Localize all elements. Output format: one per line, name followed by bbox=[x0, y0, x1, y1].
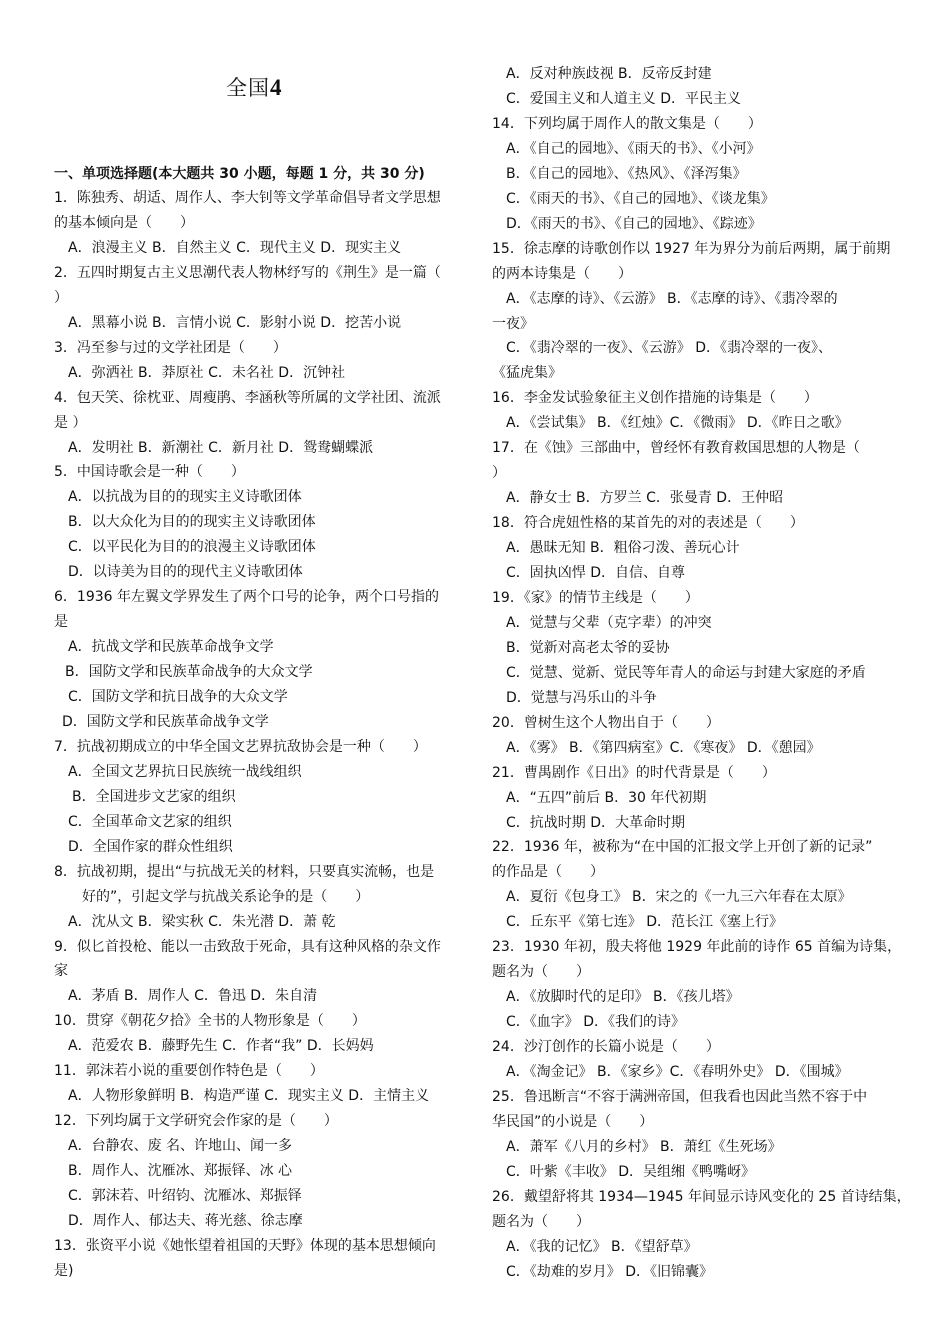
question-line: 是 ） bbox=[54, 414, 87, 431]
answer-option-line: A．萧军《八月的乡村》 B．萧红《生死场》 bbox=[506, 1138, 782, 1155]
answer-option-line: C．觉慧、觉新、觉民等年青人的命运与封建大家庭的矛盾 bbox=[506, 664, 866, 681]
answer-option-line: A．《尝试集》 B．《红烛》C．《微雨》 D．《昨日之歌》 bbox=[506, 415, 849, 432]
title-prefix: 全国 bbox=[226, 76, 270, 100]
question-line: 9．似匕首投枪、能以一击致敌于死命，具有这种风格的杂文作 bbox=[54, 938, 441, 955]
question-line: 8．抗战初期，提出“与抗战无关的材料，只要真实流畅，也是 bbox=[54, 863, 435, 880]
question-line: 14．下列均属于周作人的散文集是（ ） bbox=[492, 115, 762, 132]
question-line: ） bbox=[54, 289, 68, 306]
answer-option-line: C．丘东平《第七连》 D．范长江《塞上行》 bbox=[506, 914, 784, 931]
question-line: 24．沙汀创作的长篇小说是（ ） bbox=[492, 1039, 720, 1056]
question-line: 19．《家》的情节主线是（ ） bbox=[492, 589, 699, 606]
question-line: 4．包天笑、徐枕亚、周瘦鹃、李涵秋等所属的文学社团、流派 bbox=[54, 389, 441, 406]
question-line: 10．贯穿《朝花夕拾》全书的人物形象是（ ） bbox=[54, 1013, 366, 1030]
answer-option-line: C．抗战时期 D．大革命时期 bbox=[506, 814, 686, 831]
answer-option-line: B．国防文学和民族革命战争的大众文学 bbox=[65, 664, 313, 681]
question-line: 是 bbox=[54, 614, 68, 631]
answer-option-line: A．觉慧与父辈（克字辈）的冲突 bbox=[506, 614, 712, 631]
answer-option-line: A．《雾》 B．《第四病室》C．《寒夜》 D．《憩园》 bbox=[506, 739, 821, 756]
question-line: 的基本倾向是（ ） bbox=[54, 214, 194, 231]
answer-option-line: A．《自己的园地》、《雨天的书》、《小河》 bbox=[506, 140, 761, 157]
question-line: 题名为（ ） bbox=[492, 1213, 590, 1230]
question-line: 2．五四时期复古主义思潮代表人物林纾写的《荆生》是一篇（ bbox=[54, 264, 441, 281]
question-line: ） bbox=[492, 465, 506, 482]
answer-option-line: D．以诗美为目的的现代主义诗歌团体 bbox=[68, 564, 303, 581]
answer-option-line: D．国防文学和民族革命战争文学 bbox=[62, 713, 269, 730]
answer-option-line: A．《淘金记》 B．《家乡》C．《春明外史》 D．《围城》 bbox=[506, 1064, 849, 1080]
answer-option-line: A．“五四”前后 B．30 年代初期 bbox=[506, 789, 707, 806]
question-line: 20．曾树生这个人物出自于（ ） bbox=[492, 714, 720, 731]
answer-option-line: A．茅盾 B．周作人 C．鲁迅 D．朱自清 bbox=[68, 988, 318, 1005]
question-line: 6．1936 年左翼文学界发生了两个口号的论争，两个口号指的 bbox=[54, 589, 439, 606]
answer-option-line: A．台静农、废 名、许地山、闻一多 bbox=[68, 1138, 293, 1155]
answer-option-line: D．周作人、郁达夫、蒋光慈、徐志摩 bbox=[68, 1212, 303, 1229]
question-line: 15．徐志摩的诗歌创作以 1927 年为界分为前后两期，属于前期 bbox=[492, 240, 891, 257]
answer-option-line: A．全国文艺界抗日民族统一战线组织 bbox=[68, 763, 302, 780]
answer-option-line: A．弥洒社 B．莽原社 C．未名社 D．沉钟社 bbox=[68, 364, 346, 381]
question-line: 3．冯至参与过的文学社团是（ ） bbox=[54, 339, 287, 356]
question-line: 5．中国诗歌会是一种（ ） bbox=[54, 464, 245, 481]
answer-option-line: D．觉慧与冯乐山的斗争 bbox=[506, 689, 657, 706]
answer-option-line: A．发明社 B．新潮社 C．新月社 D．鸳鸯蝴蝶派 bbox=[68, 439, 374, 456]
answer-option-line: B．周作人、沈雁冰、郑振铎、冰 心 bbox=[68, 1163, 293, 1180]
answer-option-line: C．《翡冷翠的一夜》、《云游》 D．《翡冷翠的一夜》、 bbox=[506, 340, 833, 357]
answer-option-line: 好的”，引起文学与抗战关系论争的是（ ） bbox=[82, 888, 370, 905]
answer-option-line: A．人物形象鲜明 B．构造严谨 C．现实主义 D．主情主义 bbox=[68, 1088, 430, 1105]
answer-option-line: A．夏衍《包身工》 B．宋之的《一九三六年春在太原》 bbox=[506, 889, 852, 906]
answer-option-line: C．爱国主义和人道主义 D．平民主义 bbox=[506, 90, 742, 107]
answer-option-line: D．全国作家的群众性组织 bbox=[68, 838, 233, 855]
question-line: 家 bbox=[54, 963, 68, 980]
question-line: 25．鲁迅断言“不容于满洲帝国，但我看也因此当然不容于中 bbox=[492, 1088, 868, 1105]
question-line: 的两本诗集是（ ） bbox=[492, 265, 632, 282]
question-line: 是) bbox=[54, 1262, 74, 1279]
answer-option-line: A．《志摩的诗》、《云游》 B．《志摩的诗》、《翡冷翠的 bbox=[506, 290, 838, 307]
question-line: 的作品是（ ） bbox=[492, 864, 604, 881]
answer-option-line: B．觉新对高老太爷的妥协 bbox=[506, 639, 670, 656]
answer-option-line: C．固执凶悍 D．自信、自尊 bbox=[506, 565, 686, 581]
question-line: 18．符合虎妞性格的某首先的对的表述是（ ） bbox=[492, 515, 804, 532]
question-line: 1．陈独秀、胡适、周作人、李大钊等文学革命倡导者文学思想 bbox=[54, 190, 441, 206]
question-line: 17．在《蚀》三部曲中，曾经怀有教育救国思想的人物是（ bbox=[492, 440, 860, 457]
question-line: 21．曹禺剧作《日出》的时代背景是（ ） bbox=[492, 764, 776, 781]
answer-option-line: C．郭沫若、叶绍钧、沈雁冰、郑振铎 bbox=[68, 1188, 302, 1204]
title-number: 4 bbox=[270, 75, 283, 100]
answer-option-line: A．黑幕小说 B．言情小说 C．影射小说 D．挖苦小说 bbox=[68, 314, 402, 331]
answer-option-line: C．叶紫《丰收》 D．吴组缃《鸭嘴岈》 bbox=[506, 1163, 756, 1180]
answer-option-line: D．《雨天的书》、《自己的园地》、《踪迹》 bbox=[506, 215, 762, 232]
answer-option-line: A．以抗战为目的的现实主义诗歌团体 bbox=[68, 489, 302, 506]
answer-option-line: B．全国进步文艺家的组织 bbox=[72, 788, 236, 805]
answer-option-line: A．愚昧无知 B．粗俗刁泼、善玩心计 bbox=[506, 540, 740, 557]
answer-option-line: C．以平民化为目的的浪漫主义诗歌团体 bbox=[68, 539, 316, 556]
answer-option-line: A．《我的记忆》 B．《望舒草》 bbox=[506, 1238, 698, 1255]
answer-option-line: C．国防文学和抗日战争的大众文学 bbox=[68, 689, 288, 705]
document-title bbox=[226, 72, 283, 102]
answer-option-line: C．《雨天的书》、《自己的园地》、《谈龙集》 bbox=[506, 190, 775, 207]
question-line: 16．李金发试验象征主义创作措施的诗集是（ ） bbox=[492, 390, 818, 407]
question-line: 23．1930 年初，殷夫将他 1929 年此前的诗作 65 首编为诗集， bbox=[492, 939, 902, 956]
question-line: 华民国”的小说是（ ） bbox=[492, 1113, 654, 1130]
answer-option-line: A．抗战文学和民族革命战争文学 bbox=[68, 639, 274, 656]
question-line: 26．戴望舒将其 1934—1945 年间显示诗风变化的 25 首诗结集， bbox=[492, 1188, 911, 1205]
question-line: 一夜》 bbox=[492, 315, 534, 332]
question-line: 7．抗战初期成立的中华全国文艺界抗敌协会是一种（ ） bbox=[54, 738, 427, 755]
answer-option-line: A．静女士 B．方罗兰 C．张曼青 D．王仲昭 bbox=[506, 490, 784, 507]
question-line: 《猛虎集》 bbox=[492, 365, 562, 382]
question-line: 13．张资平小说《她怅望着祖国的天野》体现的基本思想倾向 bbox=[54, 1237, 436, 1254]
answer-option-line: A．浪漫主义 B．自然主义 C．现代主义 D．现实主义 bbox=[68, 239, 402, 256]
answer-option-line: A．沈从文 B．梁实秋 C．朱光潜 D．萧 乾 bbox=[68, 913, 336, 930]
answer-option-line: A．范爱农 B．藤野先生 C．作者“我” D．长妈妈 bbox=[68, 1038, 374, 1055]
section-heading: 一、单项选择题(本大题共 30 小题，每题 1 分，共 30 分) bbox=[54, 166, 425, 182]
answer-option-line: C．全国革命文艺家的组织 bbox=[68, 813, 232, 830]
question-line: 12．下列均属于文学研究会作家的是（ ） bbox=[54, 1113, 338, 1130]
question-line: 22．1936 年，被称为“在中国的汇报文学上开创了新的记录” bbox=[492, 839, 873, 856]
answer-option-line: B．《自己的园地》、《热风》、《泽泻集》 bbox=[506, 165, 747, 182]
answer-option-line: B．以大众化为目的的现实主义诗歌团体 bbox=[68, 514, 316, 531]
question-line: 11．郭沫若小说的重要创作特色是（ ） bbox=[54, 1063, 324, 1080]
answer-option-line: A．反对种族歧视 B．反帝反封建 bbox=[506, 66, 712, 82]
question-line: 题名为（ ） bbox=[492, 964, 590, 981]
answer-option-line: C．《劫难的岁月》 D．《旧锦囊》 bbox=[506, 1263, 714, 1280]
answer-option-line: C．《血字》 D．《我们的诗》 bbox=[506, 1014, 686, 1031]
answer-option-line: A．《放脚时代的足印》 B．《孩儿塔》 bbox=[506, 989, 740, 1006]
